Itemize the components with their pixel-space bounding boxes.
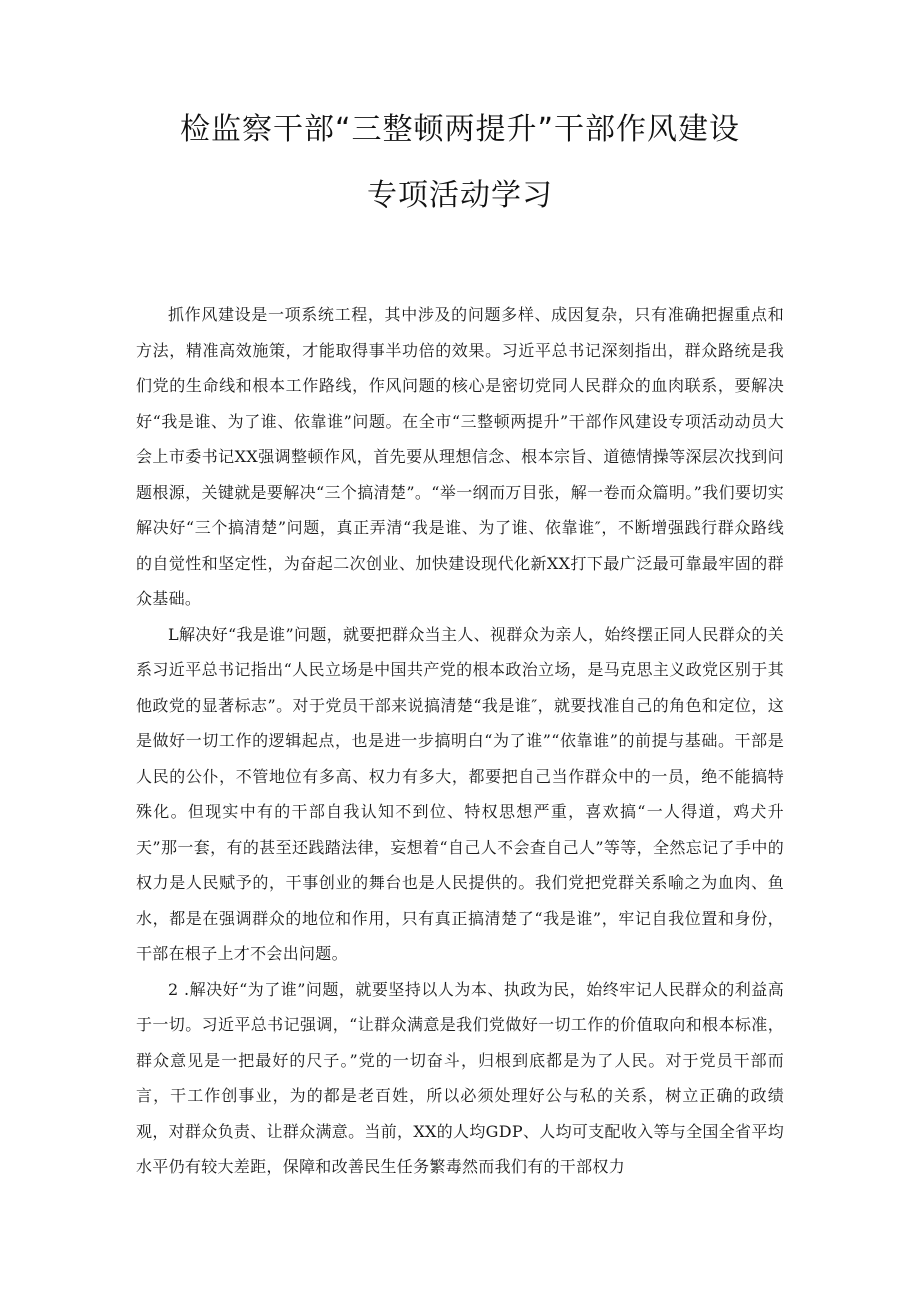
paragraph-for-whom: 2 .解决好“为了谁”问题，就要坚持以人为本、执政为民，始终牢记人民群众的利益高于一切。习近平总书记强调，“让群众满意是我们党做好一切工作的价值取向和根本标准，群众意见是一把最好的尺子。”党的一切奋斗，归根到底都是为了人民。对于党员干部而言，干工作创事业，为的都是老百姓，所以必须处理好公与私的关系，树立正确的政绩观，对群众负责、让群众满意。当前，XX的人均GDP、人均可支配收入等与全国全省平均水平仍有较大差距，保障和改善民生任务繁毒然而我们有的干部权力 (136, 979, 784, 1176)
paragraph-intro: 抓作风建设是一项系统工程，其中涉及的问题多样、成因复杂，只有准确把握重点和方法，精准高效施策，才能取得事半功倍的效果。习近平总书记深刻指出，群众路统是我们党的生命线和根本工作路线，作风问题的核心是密切党同人民群众的血肉联系，要解决好“我是谁、为了谁、依靠谁”问题。在全市“三整顿两提升”干部作风建设专项活动动员大会上市委书记XX强调整顿作风，首先要从理想信念、根本宗旨、道德情操等深层次找到问题根源，关键就是要解决“三个搞清楚”。“举一纲而万目张，解一卷而众篇明。”我们要切实解决好“三个搞清楚”问题，真正弄清“我是谁、为了谁、依靠谁″，不断增强践行群众路线的自觉性和坚定性，为奋起二次创业、加快建设现代化新XX打下最广泛最可靠最牢固的群众基础。 (136, 305, 784, 608)
document-title-line-2: 专项活动学习 (367, 178, 553, 213)
document-body (136, 297, 784, 1185)
paragraph-who-am-i: L解决好“我是谁”问题，就要把群众当主人、视群众为亲人，始终摆正同人民群众的关系习近平总书记指出“人民立场是中国共产党的根本政治立场，是马克思主义政党区别于其他政党的显著标志”。对于党员干部来说搞清楚“我是谁″，就要找准自己的角色和定位，这是做好一切工作的逻辑起点，也是进一步搞明白“为了谁”“依靠谁”的前提与基础。干部是人民的公仆，不管地位有多高、权力有多大，都要把自己当作群众中的一员，绝不能搞特殊化。但现实中有的干部自我认知不到位、特权思想严重，喜欢搞“一人得道，鸡犬升天”那一套，有的甚至还践踏法律，妄想着“自己人不会查自己人”等等，全然忘记了手中的权力是人民赋予的，干事创业的舞台也是人民提供的。我们党把党群关系喻之为血肉、鱼水，都是在强调群众的地位和作用，只有真正搞清楚了“我是谁”，牢记自我位置和身份，干部在根子上才不会出问题。 (136, 624, 784, 963)
document-title-line-1: 检监察干部“三整顿两提升”干部作风建设 (179, 112, 741, 147)
